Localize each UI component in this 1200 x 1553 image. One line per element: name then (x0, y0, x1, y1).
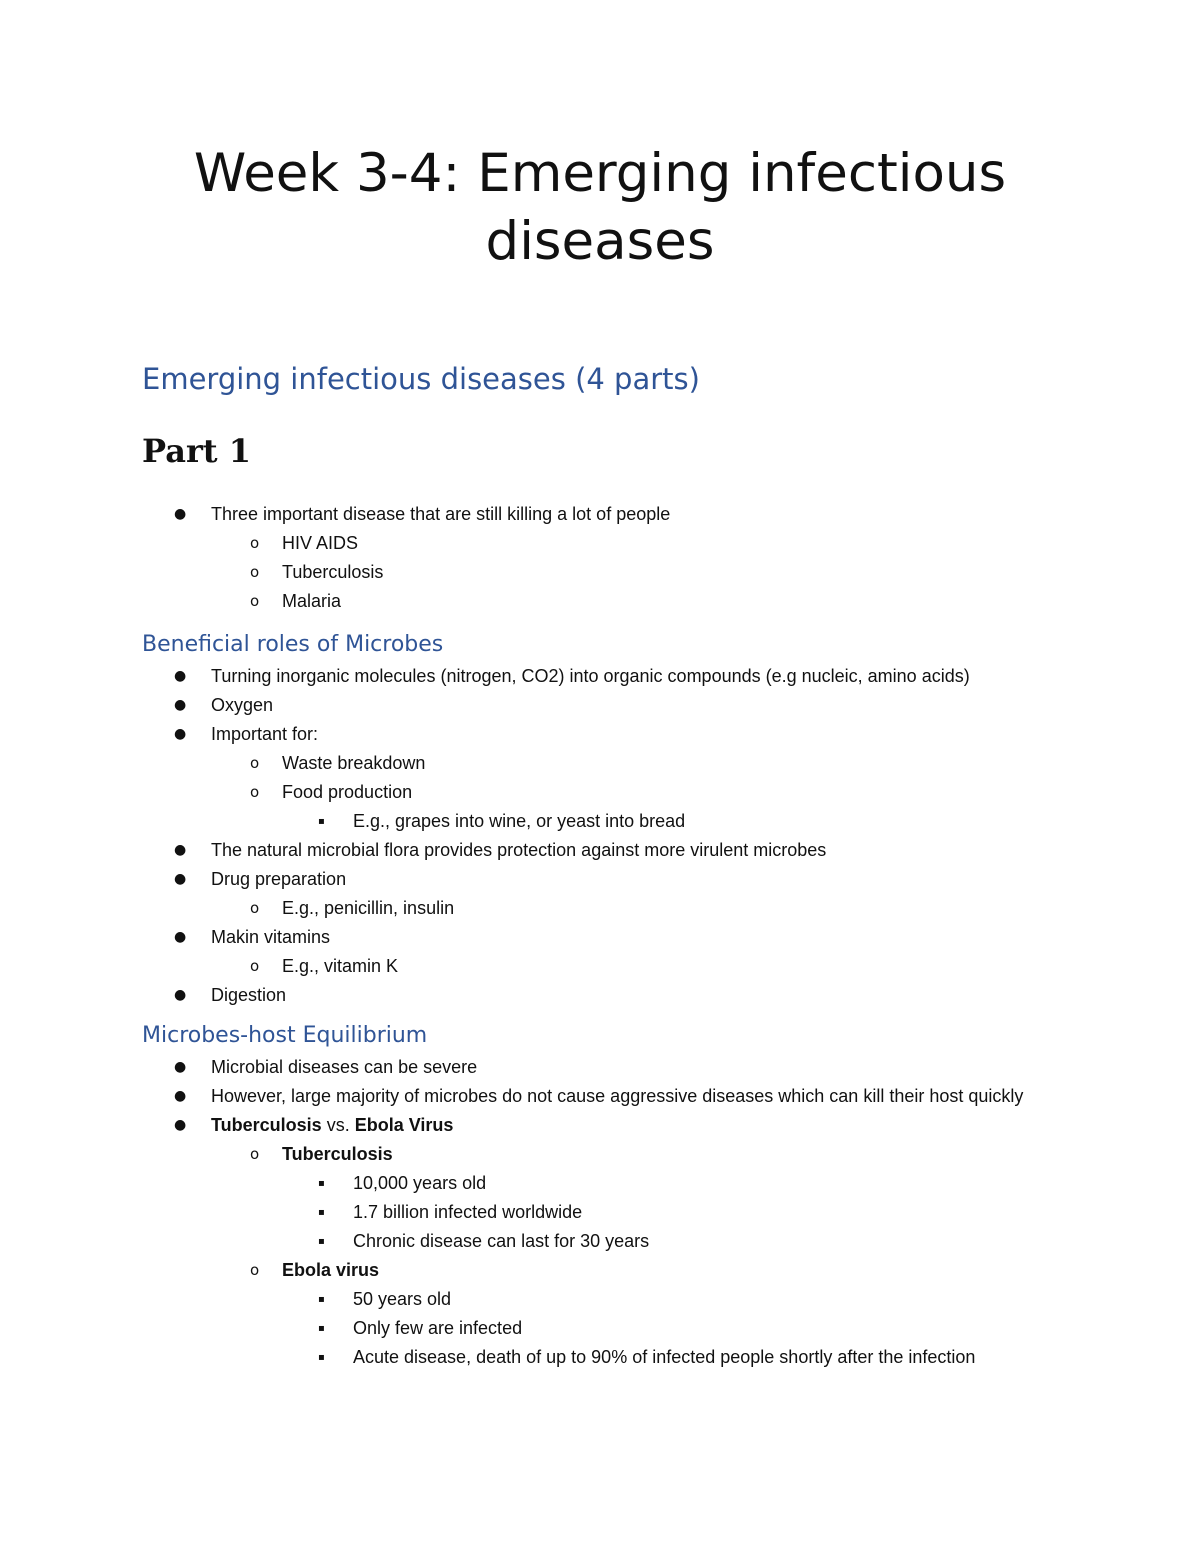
item-text: Makin vitamins (211, 927, 331, 947)
part-1-heading: Part 1 (142, 432, 251, 470)
bullet-marker: ● (174, 506, 187, 522)
item-text: E.g., penicillin, insulin (282, 898, 455, 918)
list-item (0, 981, 1200, 1010)
list-item (0, 1111, 1200, 1140)
item-text: Waste breakdown (282, 753, 426, 773)
list-item (0, 1256, 1200, 1285)
bullet-marker: o (250, 563, 260, 581)
item-text: However, large majority of microbes do not cause aggressive diseases which can kill their host quickly (211, 1086, 1024, 1106)
item-text: E.g., grapes into wine, or yeast into bread (353, 811, 686, 831)
bullet-marker: ● (174, 987, 187, 1003)
item-text: Microbial diseases can be severe (211, 1057, 478, 1077)
item-text: Food production (282, 782, 413, 802)
item-text-bold: Tuberculosis (211, 1115, 322, 1135)
bullet-marker: ▪ (318, 816, 325, 827)
bullet-marker: ● (174, 1117, 187, 1133)
list-item (0, 894, 1200, 923)
list-item (0, 1169, 1200, 1198)
list-item (0, 778, 1200, 807)
list-item (0, 529, 1200, 558)
item-text: 1.7 billion infected worldwide (353, 1202, 583, 1222)
document-title: Week 3-4: Emerging infectious diseases (193, 143, 1007, 272)
bullet-marker: ▪ (318, 1207, 325, 1218)
bullet-marker: o (250, 1145, 260, 1163)
bullet-marker: ▪ (318, 1323, 325, 1334)
bullet-marker: o (250, 957, 260, 975)
bullet-marker: ● (174, 871, 187, 887)
list-item (0, 1314, 1200, 1343)
list-item (0, 558, 1200, 587)
list-item (0, 749, 1200, 778)
item-text-bold: Ebola virus (282, 1260, 380, 1280)
item-text: Tuberculosis (282, 562, 384, 582)
list-item (0, 662, 1200, 691)
bullet-marker: ● (174, 1059, 187, 1075)
list-item (0, 836, 1200, 865)
item-text: E.g., vitamin K (282, 956, 399, 976)
list-item (0, 865, 1200, 894)
list-item (0, 1227, 1200, 1256)
bullet-marker: ● (174, 697, 187, 713)
item-text: vs. (321, 1115, 355, 1135)
list-item (0, 1285, 1200, 1314)
beneficial-heading: Beneficial roles of Microbes (142, 632, 444, 657)
list-item (0, 1082, 1200, 1111)
item-text: Drug preparation (211, 869, 347, 889)
list-item (0, 807, 1200, 836)
list-item (0, 587, 1200, 616)
item-text-bold: Ebola Virus (354, 1115, 454, 1135)
bullet-marker: o (250, 1261, 260, 1279)
item-text-bold: Tuberculosis (282, 1144, 393, 1164)
equilibrium-heading: Microbes-host Equilibrium (142, 1023, 428, 1048)
bullet-marker: ● (174, 726, 187, 742)
bullet-marker: ▪ (318, 1178, 325, 1189)
item-text: Oxygen (211, 695, 274, 715)
equilibrium-list (0, 1053, 1200, 1372)
bullet-marker: o (250, 534, 260, 552)
bullet-marker: o (250, 899, 260, 917)
item-text: HIV AIDS (282, 533, 359, 553)
list-item (0, 923, 1200, 952)
item-text: Digestion (211, 985, 287, 1005)
list-item (0, 1198, 1200, 1227)
list-item (0, 952, 1200, 981)
bullet-marker: o (250, 783, 260, 801)
list-item (0, 1343, 1200, 1372)
item-text: Malaria (282, 591, 342, 611)
bullet-marker: ▪ (318, 1236, 325, 1247)
beneficial-list (0, 662, 1200, 1010)
item-text: Three important disease that are still killing a lot of people (211, 504, 671, 524)
bullet-marker: ● (174, 929, 187, 945)
list-item (0, 1053, 1200, 1082)
item-text: Important for: (211, 724, 319, 744)
section-heading: Emerging infectious diseases (4 parts) (142, 362, 700, 396)
bullet-marker: ● (174, 1088, 187, 1104)
item-text: Acute disease, death of up to 90% of infected people shortly after the infection (353, 1347, 976, 1367)
bullet-marker: ● (174, 842, 187, 858)
part-1-list (0, 500, 1200, 616)
list-item (0, 1140, 1200, 1169)
list-item (0, 691, 1200, 720)
item-text: Only few are infected (353, 1318, 523, 1338)
list-item (0, 720, 1200, 749)
item-text: 10,000 years old (353, 1173, 487, 1193)
bullet-marker: o (250, 754, 260, 772)
bullet-marker: ● (174, 668, 187, 684)
bullet-marker: ▪ (318, 1352, 325, 1363)
item-text: The natural microbial flora provides protection against more virulent microbes (211, 840, 827, 860)
item-text: Turning inorganic molecules (nitrogen, CO2) into organic compounds (e.g nucleic, amino acids) (211, 666, 970, 686)
bullet-marker: o (250, 592, 260, 610)
list-item (0, 500, 1200, 529)
item-text: Chronic disease can last for 30 years (353, 1231, 650, 1251)
bullet-marker: ▪ (318, 1294, 325, 1305)
item-text: 50 years old (353, 1289, 452, 1309)
